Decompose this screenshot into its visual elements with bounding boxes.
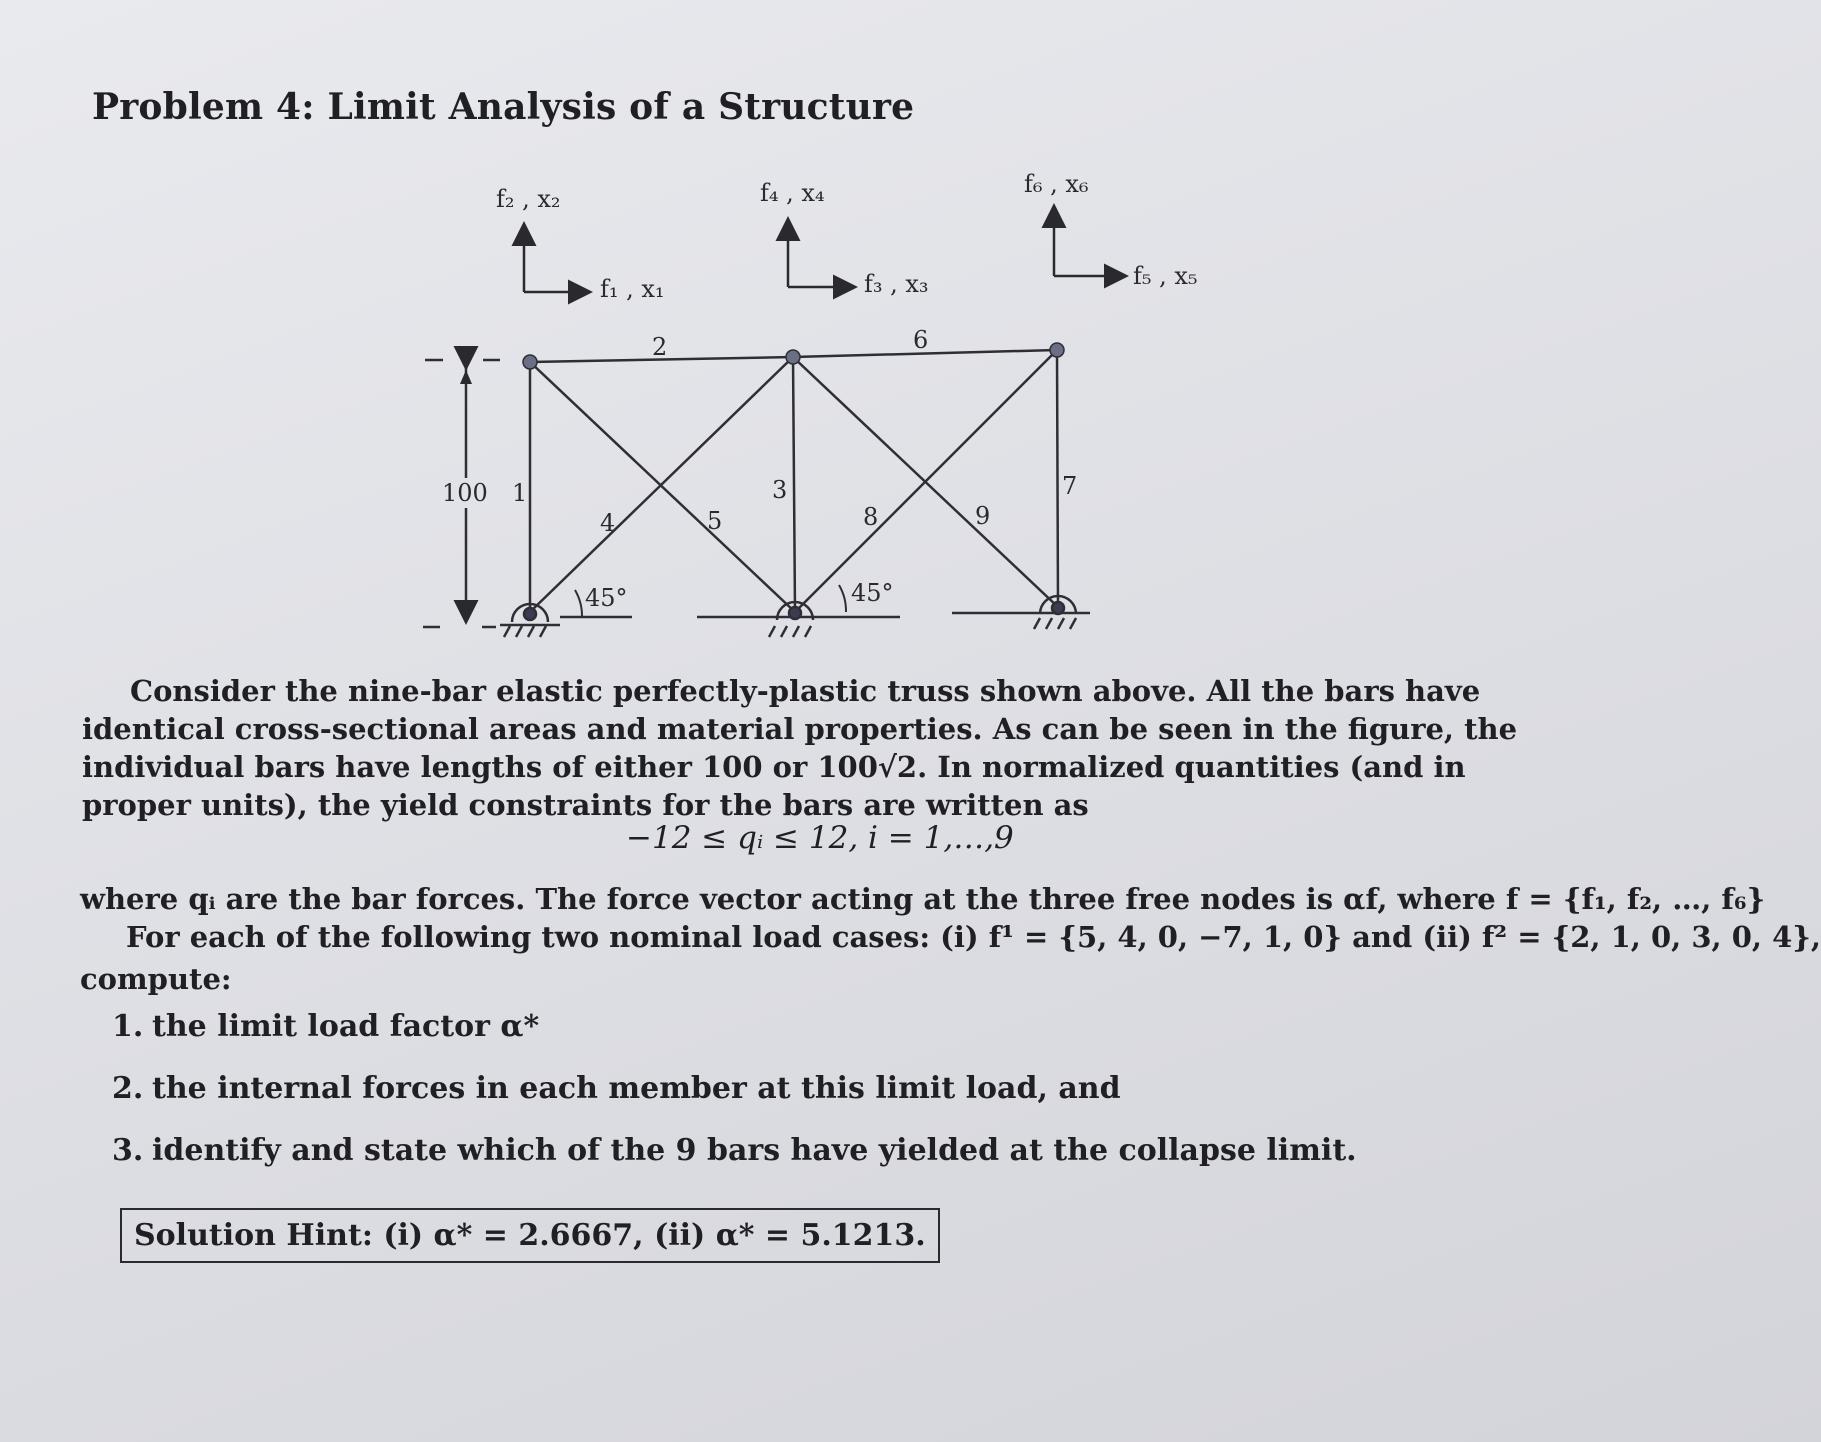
load-description [80,880,1821,956]
solution-hint-box: Solution Hint: (i) α* = 2.6667, (ii) α* = 5.1213. [120,1208,940,1263]
support-middle [697,602,900,637]
bar-label-4: 4 [600,509,616,537]
bar-label-5: 5 [707,507,723,535]
problem-paragraph [82,672,1562,824]
truss-bars [530,350,1058,612]
compute-label: compute: [80,962,232,996]
where-line-1: where qᵢ are the bar forces. The force vector acting at the three free nodes is αf, where f = {f₁, f₂, …, f₆} [80,882,1766,916]
label-f3-x3: f₃ , x₃ [864,270,929,298]
bar-label-1: 1 [512,479,528,507]
bar-label-6: 6 [913,326,929,354]
bar-9 [793,357,1058,607]
label-f5-x5: f₅ , x₅ [1133,262,1198,290]
bar-3 [793,357,795,612]
angle-label-left: 45° [585,584,628,612]
bar-label-2: 2 [652,333,668,361]
bar-label-3: 3 [772,476,788,504]
support-right [952,596,1090,629]
list-item: 1. the limit load factor α* [112,1009,540,1044]
dimension-label: 100 [442,479,488,507]
bar-label-8: 8 [863,503,879,531]
list-item: 3. identify and state which of the 9 bars have yielded at the collapse limit. [112,1133,1357,1168]
problem-title: Problem 4: Limit Analysis of a Structure [92,86,915,128]
list-item: 2. the internal forces in each member at this limit load, and [112,1071,1121,1106]
node-3 [1050,343,1064,357]
task-list [112,1005,1357,1191]
angle-label-middle: 45° [851,579,894,607]
bar-label-7: 7 [1062,472,1078,500]
label-f2-x2: f₂ , x₂ [496,185,561,213]
label-f6-x6: f₆ , x₆ [1024,170,1089,198]
bar-7 [1057,350,1058,607]
node-2 [786,350,800,364]
bar-label-9: 9 [975,502,991,530]
label-f1-x1: f₁ , x₁ [600,275,665,303]
yield-constraint: −12 ≤ qᵢ ≤ 12, i = 1,…,9 [626,820,1014,856]
label-f4-x4: f₄ , x₄ [760,179,825,207]
paragraph-text: Consider the nine-bar elastic perfectly-plastic truss shown above. All the bars have identical cross-sectional areas and material properties. As can be seen in the figure, the individual bars have lengths of either 100 or 100√2. In normalized quantities (and in proper units), the yield constraints for the bars are written as [82,674,1518,822]
where-line-2: For each of the following two nominal load cases: (i) f¹ = {5, 4, 0, −7, 1, 0} and (ii) f² = {2, 1, 0, 3, 0, 4}, [126,920,1821,954]
node-1 [523,355,537,369]
